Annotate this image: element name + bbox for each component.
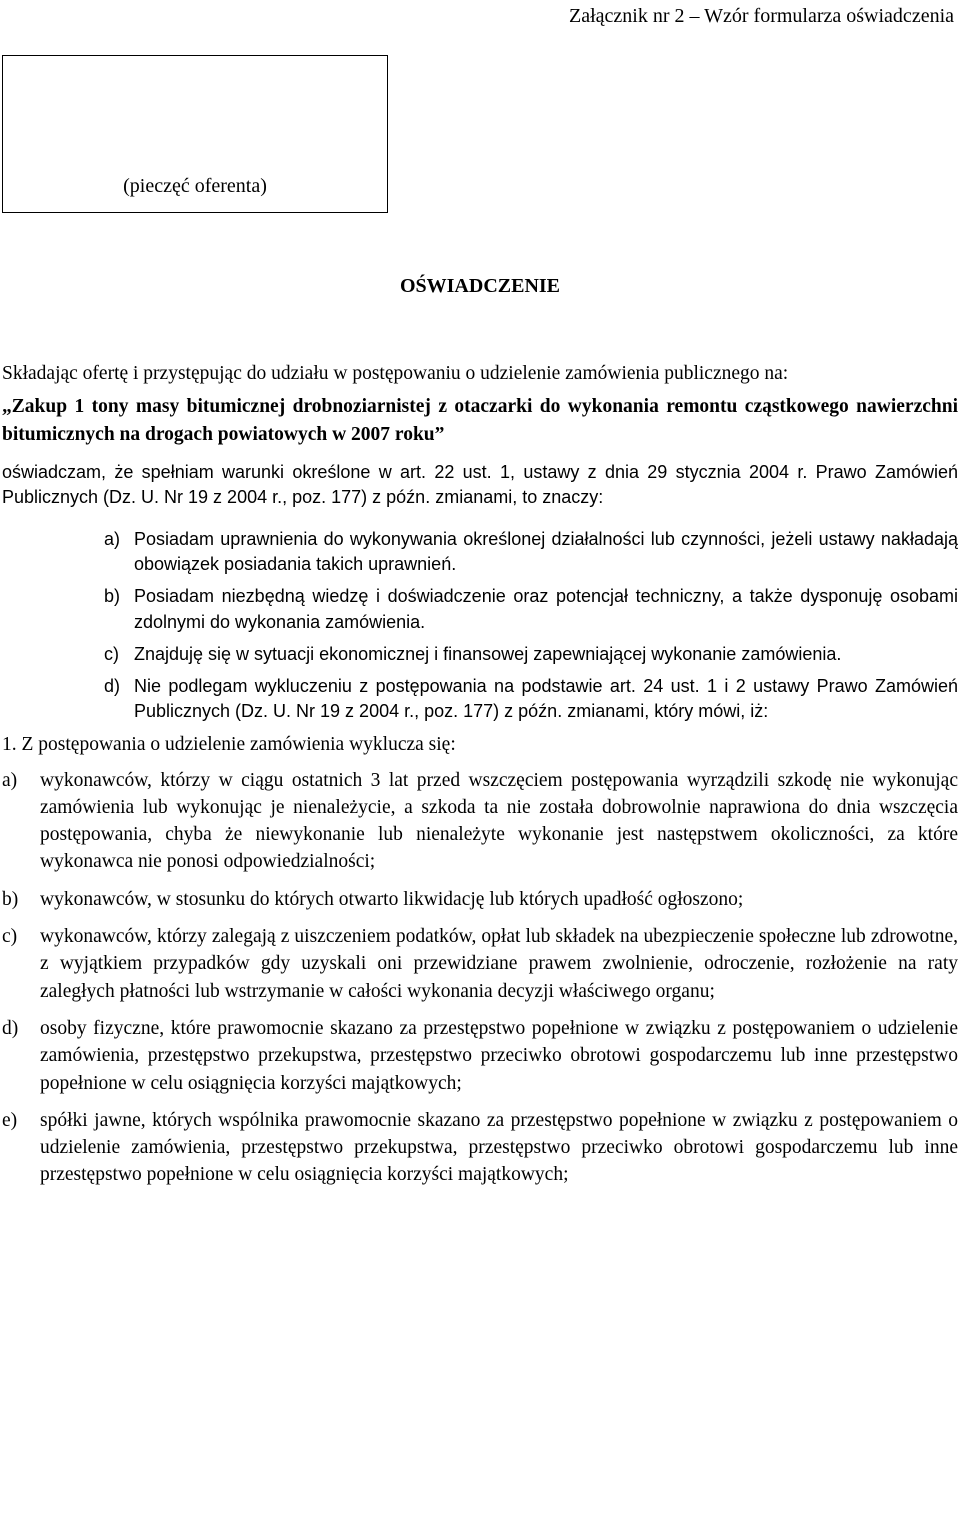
condition-item: [2, 527, 958, 577]
exclusion-text: spółki jawne, których wspólnika prawomocnie skazano za przestępstwo popełnione w związku z postępowaniem o udzielenie zamówienia, przestępstwo przekupstwa, przestępstwo przeciwko obrotowi gospodarczemu lub inne przestępstwo popełnione w celu osiągnięcia korzyści majątkowych;: [40, 1109, 958, 1186]
condition-text: Znajduję się w sytuacji ekonomicznej i finansowej zapewniającej wykonanie zamówienia.: [134, 643, 842, 664]
condition-item: [2, 584, 958, 634]
exclusion-item: [2, 886, 958, 913]
procurement-subject: „Zakup 1 tony masy bitumicznej drobnoziarnistej z otaczarki do wykonania remontu cząstkowego nawierzchni bitumicznych na drogach powiatowych w 2007 roku”: [2, 396, 958, 445]
exclusion-label: e): [2, 1109, 18, 1131]
declaration-paragraph: oświadczam, że spełniam warunki określone w art. 22 ust. 1, ustawy z dnia 29 stycznia 2004 r. Prawo Zamówień Publicznych (Dz. U. Nr 19 z 2004 r., poz. 177) z późn. zmianami, to znaczy:: [2, 461, 958, 508]
exclusions-list: [2, 767, 958, 1189]
document-title: OŚWIADCZENIE: [399, 275, 561, 297]
condition-text: Posiadam uprawnienia do wykonywania określonej działalności lub czynności, jeżeli ustawy nakładają obowiązek posiadania takich uprawnień.: [134, 528, 958, 575]
exclusion-item: [2, 923, 958, 1005]
condition-text: Posiadam niezbędną wiedzę i doświadczenie oraz potencjał techniczny, a także dysponuję osobami zdolnymi do wykonania zamówienia.: [134, 586, 958, 632]
exclusion-text: wykonawców, którzy zalegają z uiszczeniem podatków, opłat lub składek na ubezpieczenie społeczne lub zdrowotne, z wyjątkiem przypadków gdy uzyskali oni przewidziane prawem zwolnienie, odroczenie, rozłożenie na raty zaległych płatności lub wstrzymanie w całości wykonania decyzji właściwego organu;: [40, 926, 958, 1002]
exclusion-item: [2, 1015, 958, 1097]
condition-item: [2, 674, 958, 724]
stamp-box: [2, 55, 388, 213]
conditions-list: [2, 527, 958, 724]
exclusion-text: wykonawców, którzy w ciągu ostatnich 3 lat przed wszczęciem postępowania wyrządzili szkodę nie wykonując zamówienia lub wykonując je nienależycie, a szkoda ta nie została dobrowolnie naprawiona do dnia wszczęcia postępowania, chyba że niewykonanie lub nienależyte wykonanie jest następstwem okoliczności, za które wykonawca nie ponosi odpowiedzialności;: [40, 769, 958, 873]
stamp-label: (pieczęć oferenta): [123, 175, 267, 197]
exclusion-item: [2, 1107, 958, 1189]
condition-label: c): [104, 643, 119, 664]
exclusion-label: c): [2, 926, 18, 948]
condition-item: [2, 642, 958, 667]
exclusion-item: [2, 767, 958, 876]
condition-label: b): [104, 586, 121, 607]
condition-label: d): [104, 675, 121, 696]
exclusion-text: osoby fizyczne, które prawomocnie skazano za przestępstwo popełnione w związku z postępowaniem o udzielenie zamówienia, przestępstwo przekupstwa, przestępstwo przeciwko obrotowi gospodarczemu lub inne przestępstwo popełnione w celu osiągnięcia korzyści majątkowych;: [40, 1017, 958, 1094]
exclusion-label: a): [2, 769, 18, 791]
section-1-heading: 1. Z postępowania o udzielenie zamówienia wyklucza się:: [2, 734, 456, 756]
condition-label: a): [104, 528, 121, 549]
document-body: [2, 360, 958, 1199]
exclusion-label: d): [2, 1017, 19, 1039]
exclusion-label: b): [2, 888, 19, 910]
condition-text: Nie podlegam wykluczeniu z postępowania na podstawie art. 24 ust. 1 i 2 ustawy Prawo Zamówień Publicznych (Dz. U. Nr 19 z 2004 r., poz. 177) z późn. zmianami, który mówi, iż:: [134, 675, 958, 722]
exclusion-text: wykonawców, w stosunku do których otwarto likwidację lub których upadłość ogłoszono;: [40, 888, 744, 910]
intro-paragraph: Składając ofertę i przystępując do udziału w postępowaniu o udzielenie zamówienia publicznego na:: [2, 363, 789, 384]
attachment-header: Załącznik nr 2 – Wzór formularza oświadczenia: [569, 5, 954, 27]
